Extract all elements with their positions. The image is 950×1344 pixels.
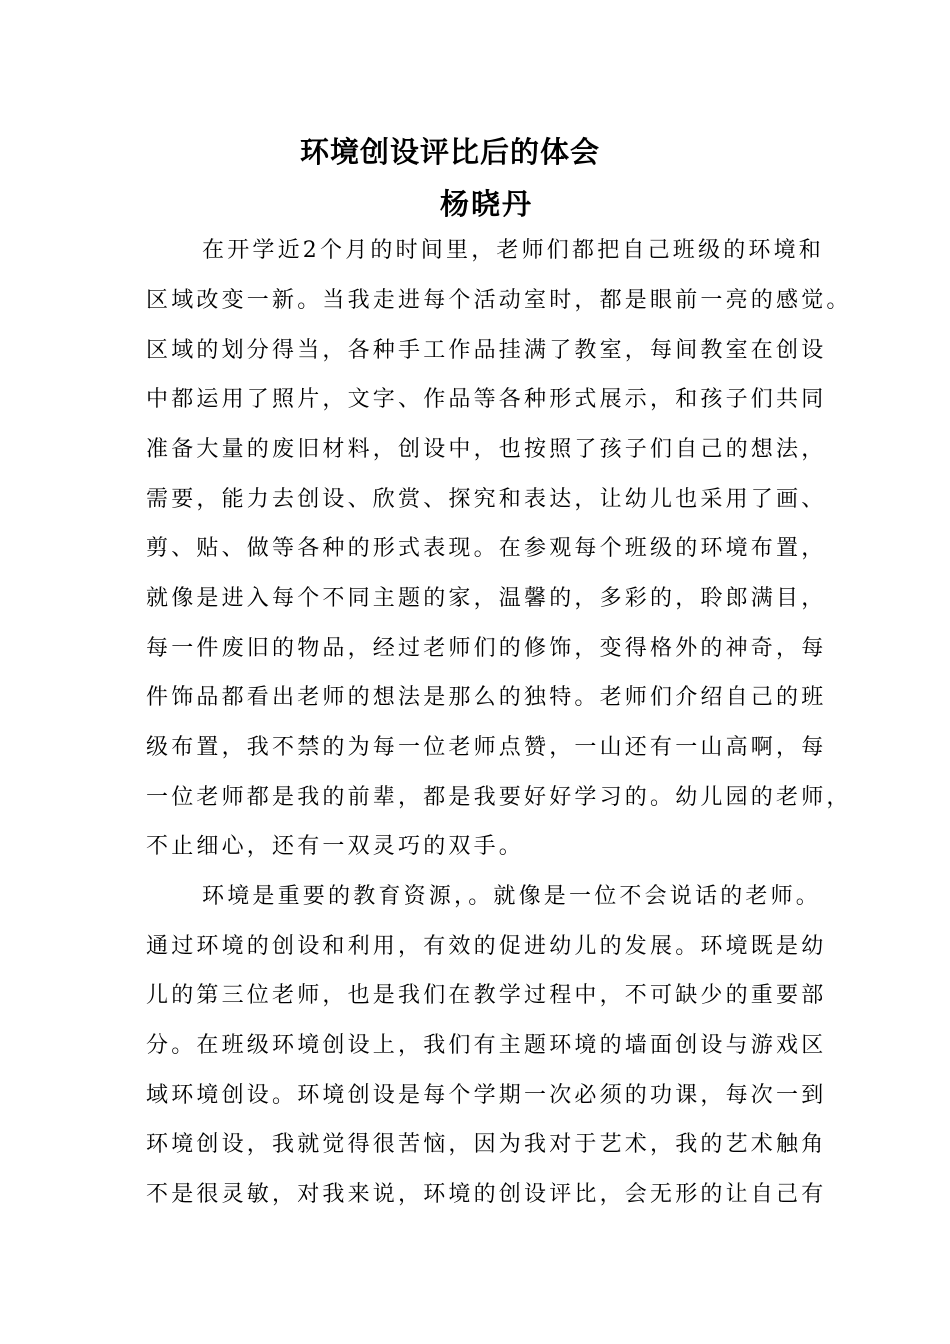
text-line: 一位老师都是我的前辈，都是我要好好学习的。幼儿园的老师， bbox=[146, 785, 852, 810]
text-line: 分。在班级环境创设上，我们有主题环境的墙面创设与游戏区 bbox=[146, 1033, 827, 1058]
text-line: 中都运用了照片，文字、作品等各种形式展示，和孩子们共同 bbox=[146, 387, 827, 412]
text-line: 区域改变一新。当我走进每个活动室时，都是眼前一亮的感觉。 bbox=[146, 288, 852, 313]
text-line: 区域的划分得当，各种手工作品挂满了教室，每间教室在创设 bbox=[146, 338, 827, 363]
text-line: 通过环境的创设和利用，有效的促进幼儿的发展。环境既是幼 bbox=[146, 934, 827, 959]
text-line: 级布置，我不禁的为每一位老师点赞，一山还有一山高啊，每 bbox=[146, 735, 827, 760]
text-line: 域环境创设。环境创设是每个学期一次必须的功课，每次一到 bbox=[146, 1083, 827, 1108]
text-line: 环境是重要的教育资源，。就像是一位不会说话的老师。 bbox=[202, 884, 822, 909]
text-line: 准备大量的废旧材料，创设中，也按照了孩子们自己的想法， bbox=[146, 437, 827, 462]
text-line: 不是很灵敏，对我来说，环境的创设评比，会无形的让自己有 bbox=[146, 1182, 827, 1207]
text-line: 不止细心，还有一双灵巧的双手。 bbox=[146, 834, 525, 859]
text-line: 在开学近2个月的时间里，老师们都把自己班级的环境和 bbox=[202, 238, 824, 263]
text-line: 件饰品都看出老师的想法是那么的独特。老师们介绍自己的班 bbox=[146, 685, 827, 710]
text-line: 儿的第三位老师，也是我们在教学过程中，不可缺少的重要部 bbox=[146, 983, 827, 1008]
text-line: 剪、贴、做等各种的形式表现。在参观每个班级的环境布置， bbox=[146, 536, 827, 561]
text-line: 需要，能力去创设、欣赏、探究和表达，让幼儿也采用了画、 bbox=[146, 487, 827, 512]
author-name: 杨晓丹 bbox=[440, 187, 534, 221]
document-title: 环境创设评比后的体会 bbox=[300, 135, 601, 169]
text-line: 就像是进入每个不同主题的家，温馨的，多彩的，聆郎满目， bbox=[146, 586, 827, 611]
text-line: 环境创设，我就觉得很苦恼，因为我对于艺术，我的艺术触角 bbox=[146, 1132, 827, 1157]
text-line: 每一件废旧的物品，经过老师们的修饰，变得格外的神奇，每 bbox=[146, 636, 827, 661]
